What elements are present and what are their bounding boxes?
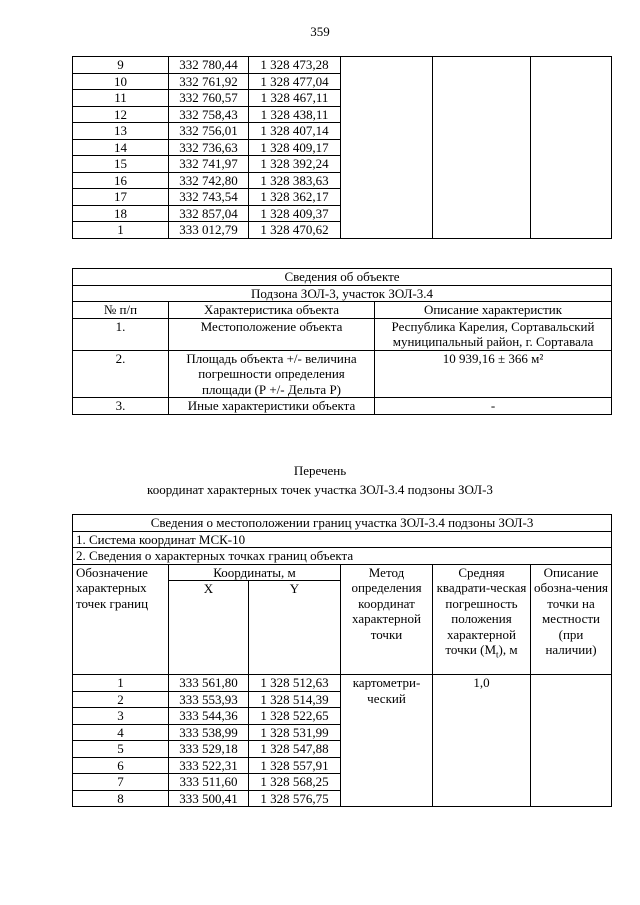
coordinates-table-continuation [72,56,612,239]
coord-x: 332 756,01 [169,123,249,140]
point-number: 1 [73,675,169,692]
header-error-sub: t [496,649,499,660]
characteristic-points-section: 2. Сведения о характерных точках границ объекта [73,548,612,565]
coord-y: 1 328 531,99 [249,724,341,741]
coord-y: 1 328 438,11 [249,106,341,123]
point-number: 9 [73,57,169,74]
point-number: 6 [73,757,169,774]
characteristic-cell: Площадь объекта +/- величина погрешности определения площади (Р +/- Дельта Р) [169,350,375,398]
empty-cell [531,57,612,239]
object-info-table [72,268,612,415]
row-number: 1. [73,318,169,350]
coord-x: 333 553,93 [169,691,249,708]
coord-x: 333 529,18 [169,741,249,758]
col-header-description: Описание характеристик [375,302,612,319]
description-cell: - [375,398,612,415]
col-header-number: № п/п [73,302,169,319]
coord-y: 1 328 477,04 [249,73,341,90]
header-error-text: Средняя квадрати-ческая погрешность положения характерной точки (M [436,564,527,657]
point-number: 2 [73,691,169,708]
coord-y: 1 328 557,91 [249,757,341,774]
coord-x: 332 760,57 [169,90,249,107]
coord-y: 1 328 409,37 [249,205,341,222]
coord-x: 333 500,41 [169,790,249,807]
empty-cell [341,57,433,239]
point-number: 8 [73,790,169,807]
coord-x: 332 761,92 [169,73,249,90]
object-info-title: Сведения об объекте [73,269,612,286]
coord-x: 332 857,04 [169,205,249,222]
method-value: картометри-ческий [341,675,433,807]
boundary-table-title: Сведения о местоположении границ участка ЗОЛ-3.4 подзоны ЗОЛ-3 [73,515,612,532]
coord-x: 333 561,80 [169,675,249,692]
coord-x: 332 743,54 [169,189,249,206]
coord-x: 332 742,80 [169,172,249,189]
boundary-coordinates-table [72,514,612,807]
description-cell: Республика Карелия, Сортавальский муниципальный район, г. Сортавала [375,318,612,350]
point-number: 13 [73,123,169,140]
point-number: 7 [73,774,169,791]
point-number: 10 [73,73,169,90]
point-number: 1 [73,222,169,239]
point-number: 3 [73,708,169,725]
point-number: 5 [73,741,169,758]
coord-y: 1 328 383,63 [249,172,341,189]
coord-x: 332 758,43 [169,106,249,123]
coord-y: 1 328 568,25 [249,774,341,791]
header-y: Y [249,581,341,675]
coord-x: 333 522,31 [169,757,249,774]
coord-x: 333 012,79 [169,222,249,239]
characteristic-cell: Иные характеристики объекта [169,398,375,415]
header-method: Метод определения координат характерной точки [341,564,433,675]
error-value: 1,0 [433,675,531,807]
point-number: 11 [73,90,169,107]
coord-y: 1 328 514,39 [249,691,341,708]
list-subheading: координат характерных точек участка ЗОЛ-3.4 подзоны ЗОЛ-3 [147,482,493,497]
header-error [433,564,531,675]
object-info-subtitle: Подзона ЗОЛ-3, участок ЗОЛ-3.4 [73,285,612,302]
coord-x: 332 741,97 [169,156,249,173]
coord-y: 1 328 392,24 [249,156,341,173]
coordinate-row [73,57,612,74]
coord-y: 1 328 467,11 [249,90,341,107]
header-point-description: Описание обозна-чения точки на местности (при наличии) [531,564,612,675]
coord-y: 1 328 473,28 [249,57,341,74]
point-number: 12 [73,106,169,123]
header-x: X [169,581,249,675]
coord-y: 1 328 362,17 [249,189,341,206]
row-number: 3. [73,398,169,415]
header-error-end: ), м [498,642,518,657]
empty-cell [433,57,531,239]
coord-y: 1 328 407,14 [249,123,341,140]
point-number: 4 [73,724,169,741]
coord-x: 332 736,63 [169,139,249,156]
coord-y: 1 328 409,17 [249,139,341,156]
coord-y: 1 328 522,65 [249,708,341,725]
page-number: 359 [310,24,330,39]
coord-y: 1 328 547,88 [249,741,341,758]
coord-x: 332 780,44 [169,57,249,74]
coordinate-system: 1. Система координат МСК-10 [73,531,612,548]
coord-x: 333 511,60 [169,774,249,791]
boundary-point-row [73,675,612,692]
point-number: 15 [73,156,169,173]
header-designation: Обозначение характерных точек границ [73,564,169,675]
col-header-characteristic: Характеристика объекта [169,302,375,319]
coord-x: 333 538,99 [169,724,249,741]
list-heading: Перечень [293,463,347,478]
coord-y: 1 328 512,63 [249,675,341,692]
empty-cell [531,675,612,807]
point-number: 16 [73,172,169,189]
point-number: 14 [73,139,169,156]
coord-x: 333 544,36 [169,708,249,725]
description-cell: 10 939,16 ± 366 м² [375,350,612,398]
point-number: 17 [73,189,169,206]
header-coordinates: Координаты, м [169,564,341,581]
row-number: 2. [73,350,169,398]
point-number: 18 [73,205,169,222]
characteristic-cell: Местоположение объекта [169,318,375,350]
coord-y: 1 328 470,62 [249,222,341,239]
coord-y: 1 328 576,75 [249,790,341,807]
